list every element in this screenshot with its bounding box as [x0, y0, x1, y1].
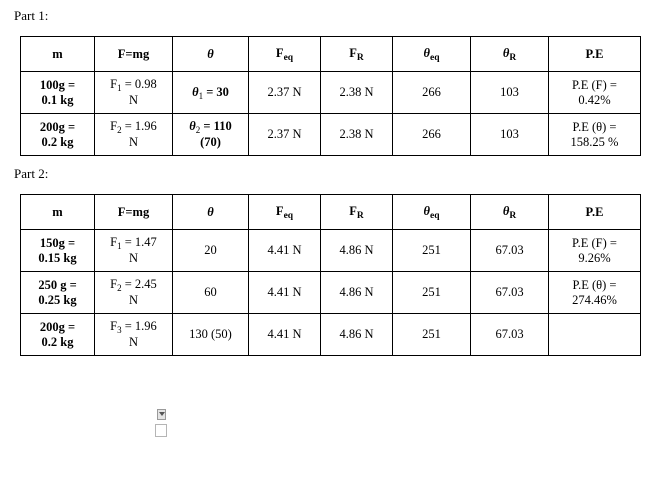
cell-mass: 250 g = 0.25 kg: [21, 272, 95, 314]
table-row: [21, 272, 641, 314]
cell-force-mg: $F_2 = 1.96$ N: [95, 114, 173, 156]
cell-pe: P.E (F) = 9.26%: [549, 230, 641, 272]
cell-theta-r: 67.03: [471, 230, 549, 272]
part2-table: [20, 194, 641, 356]
cell-mass: 150g = 0.15 kg: [21, 230, 95, 272]
cell-theta-eq: 266: [393, 114, 471, 156]
cell-force-mg: $F_1 = 1.47$ N: [95, 230, 173, 272]
cell-theta-eq: 251: [393, 230, 471, 272]
cell-feq: 4.41 N: [249, 230, 321, 272]
part1-label: Part 1:: [14, 8, 49, 23]
table-header-row: [21, 37, 641, 72]
header-mass: m: [21, 37, 95, 72]
cell-pe: P.E (θ) = 274.46%: [549, 272, 641, 314]
cell-feq: 4.41 N: [249, 272, 321, 314]
selection-box[interactable]: [155, 424, 167, 437]
cell-mass: 200g = 0.2 kg: [21, 314, 95, 356]
cell-theta-r: 67.03: [471, 314, 549, 356]
header-theta-r: $\theta_R$: [471, 195, 549, 230]
header-force-mg: F=mg: [95, 195, 173, 230]
header-feq: $F_{eq}$: [249, 195, 321, 230]
cell-theta: $\theta_1 = 30$: [173, 72, 249, 114]
part1-table: [20, 36, 641, 156]
cell-theta-r: 103: [471, 114, 549, 156]
header-theta-eq: $\theta_{eq}$: [393, 37, 471, 72]
cell-theta-r: 67.03: [471, 272, 549, 314]
cell-mass: 100g = 0.1 kg: [21, 72, 95, 114]
cell-force-mg: $F_3 = 1.96$ N: [95, 314, 173, 356]
cell-fr: 4.86 N: [321, 314, 393, 356]
resize-handle-icon[interactable]: [157, 409, 166, 420]
cell-theta: 60: [173, 272, 249, 314]
header-pe: P.E: [549, 37, 641, 72]
cell-fr: 4.86 N: [321, 230, 393, 272]
header-theta: θ: [173, 37, 249, 72]
cell-pe: P.E (F) = 0.42%: [549, 72, 641, 114]
cell-feq: 2.37 N: [249, 72, 321, 114]
cell-theta: $\theta_2 = 110$ (70): [173, 114, 249, 156]
header-theta: θ: [173, 195, 249, 230]
header-fr: $F_R$: [321, 37, 393, 72]
table-row: [21, 230, 641, 272]
cell-theta-r: 103: [471, 72, 549, 114]
cell-theta: 130 (50): [173, 314, 249, 356]
header-mass: m: [21, 195, 95, 230]
cell-theta-eq: 251: [393, 272, 471, 314]
cell-force-mg: $F_2 = 2.45$ N: [95, 272, 173, 314]
cell-fr: 2.38 N: [321, 72, 393, 114]
cell-force-mg: $F_1 = 0.98$ N: [95, 72, 173, 114]
header-theta-r: $\theta_R$: [471, 37, 549, 72]
header-force-mg: F=mg: [95, 37, 173, 72]
table-row: [21, 72, 641, 114]
cell-pe: P.E (θ) = 158.25 %: [549, 114, 641, 156]
header-fr: $F_R$: [321, 195, 393, 230]
header-theta-eq: $\theta_{eq}$: [393, 195, 471, 230]
table-header-row: [21, 195, 641, 230]
cell-feq: 2.37 N: [249, 114, 321, 156]
cell-fr: 4.86 N: [321, 272, 393, 314]
cell-theta-eq: 251: [393, 314, 471, 356]
header-pe: P.E: [549, 195, 641, 230]
table-row: [21, 314, 641, 356]
cell-pe: [549, 314, 641, 356]
part2-label: Part 2:: [14, 166, 49, 181]
cell-theta: 20: [173, 230, 249, 272]
cell-theta-eq: 266: [393, 72, 471, 114]
cell-mass: 200g = 0.2 kg: [21, 114, 95, 156]
header-feq: $F_{eq}$: [249, 37, 321, 72]
table-row: [21, 114, 641, 156]
cell-feq: 4.41 N: [249, 314, 321, 356]
cell-fr: 2.38 N: [321, 114, 393, 156]
